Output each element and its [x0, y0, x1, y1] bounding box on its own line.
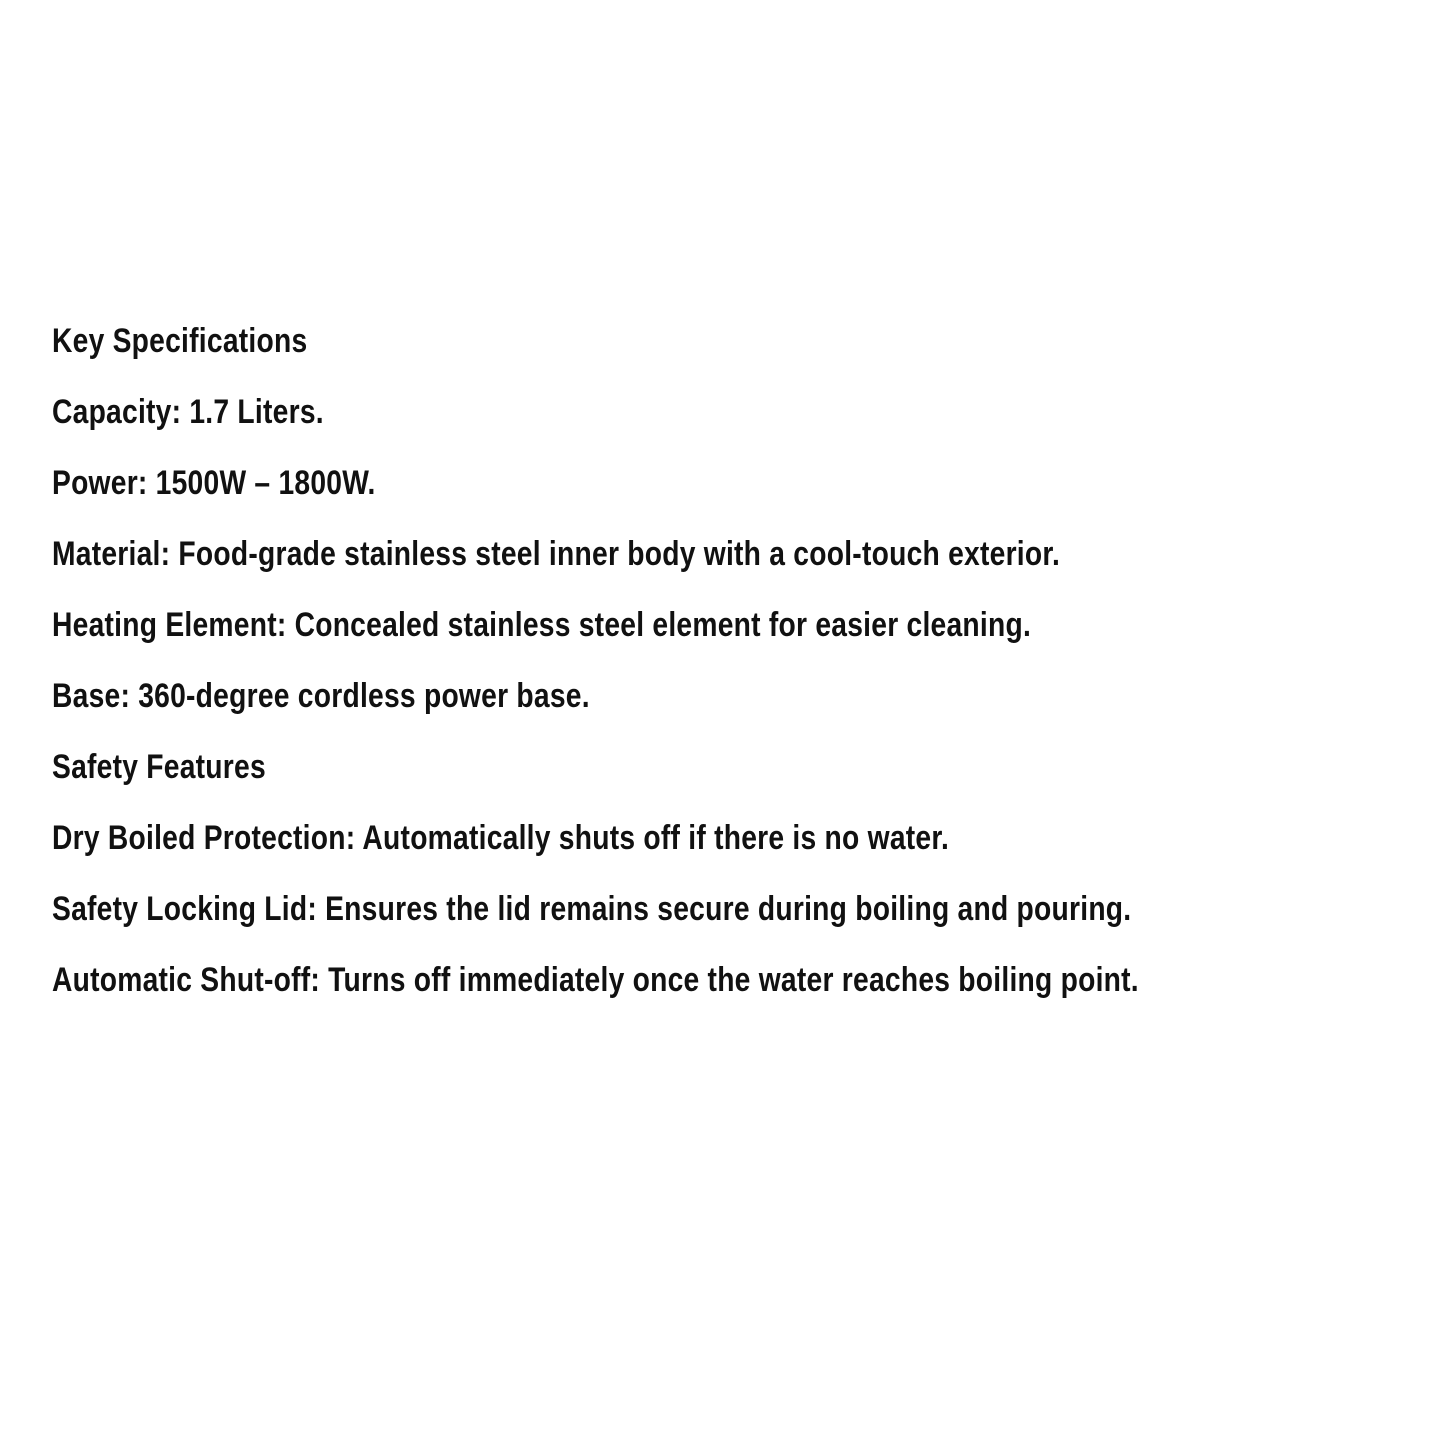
feature-safety-locking-lid: Safety Locking Lid: Ensures the lid remains secure during boiling and pouring. [52, 890, 1132, 928]
feature-automatic-shutoff: Automatic Shut-off: Turns off immediately once the water reaches boiling point. [52, 961, 1139, 999]
spec-heating-element: Heating Element: Concealed stainless steel element for easier cleaning. [52, 606, 1032, 644]
section-heading-key-specifications: Key Specifications [52, 322, 308, 360]
spec-document [52, 306, 1422, 1016]
spec-base: Base: 360-degree cordless power base. [52, 677, 590, 715]
spec-power: Power: 1500W – 1800W. [52, 464, 376, 502]
spec-capacity: Capacity: 1.7 Liters. [52, 393, 324, 431]
spec-material: Material: Food-grade stainless steel inner body with a cool-touch exterior. [52, 535, 1061, 573]
feature-dry-boil-protection: Dry Boiled Protection: Automatically shuts off if there is no water. [52, 819, 950, 857]
section-heading-safety-features: Safety Features [52, 748, 266, 786]
